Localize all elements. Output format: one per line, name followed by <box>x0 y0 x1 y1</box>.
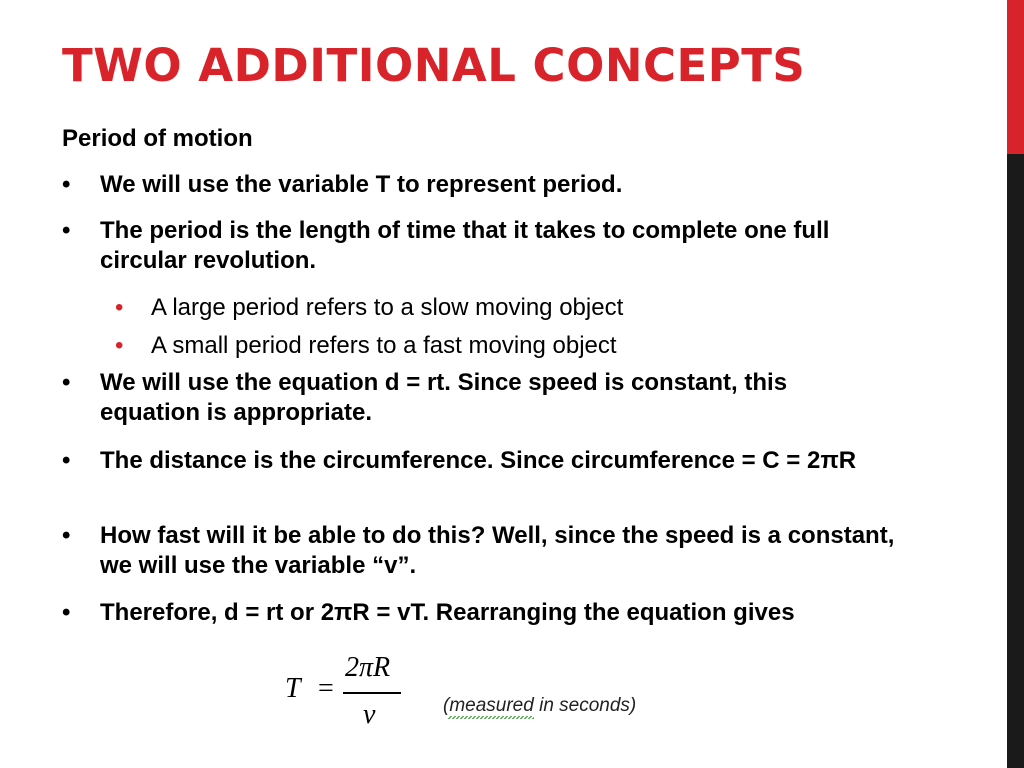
sub-bullet-item <box>115 331 915 361</box>
bullet-item <box>62 170 912 200</box>
bullet-text: We will use the variable T to represent period. <box>100 171 623 198</box>
bullet-item <box>62 598 912 628</box>
bullet-dot: • <box>62 217 71 244</box>
period-formula <box>285 652 415 732</box>
bullet-item <box>62 216 912 276</box>
bullet-text: Therefore, d = rt or 2πR = vT. Rearranging the equation gives <box>100 599 795 626</box>
side-accent-bar-dark <box>1007 154 1024 768</box>
sub-bullet-text: A large period refers to a slow moving object <box>151 294 624 321</box>
bullet-item <box>62 368 912 428</box>
sub-bullet-text: A small period refers to a fast moving object <box>151 332 617 359</box>
sub-bullet-dot: • <box>115 332 124 359</box>
bullet-dot: • <box>62 522 71 549</box>
formula-equals: = <box>318 673 334 704</box>
bullet-dot: • <box>62 171 71 198</box>
bullet-dot: • <box>62 599 71 626</box>
fraction-bar <box>343 692 401 694</box>
formula-denominator: v <box>363 699 376 730</box>
bullet-text: The period is the length of time that it takes to complete one full circular revolution. <box>100 217 830 274</box>
bullet-text: How fast will it be able to do this? Well, since the speed is a constant, we will use the variable “v”. <box>100 522 895 579</box>
slide-title: TWO ADDITIONAL CONCEPTS <box>62 39 806 92</box>
formula-lhs: T <box>285 673 301 704</box>
bullet-item <box>62 446 912 476</box>
side-accent-bar-red <box>1007 0 1024 154</box>
units-note: (measured in seconds) <box>443 695 637 716</box>
bullet-item <box>62 521 912 581</box>
bullet-dot: • <box>62 447 71 474</box>
sub-bullet-dot: • <box>115 294 124 321</box>
bullet-text: We will use the equation d = rt. Since speed is constant, this equation is appropriate. <box>100 369 788 426</box>
section-heading: Period of motion <box>62 125 253 152</box>
bullet-dot: • <box>62 369 71 396</box>
bullet-text: The distance is the circumference. Since circumference = C = 2πR <box>100 447 857 474</box>
spellcheck-underline <box>448 716 534 719</box>
sub-bullet-item <box>115 293 915 323</box>
formula-numerator: 2πR <box>345 652 391 683</box>
